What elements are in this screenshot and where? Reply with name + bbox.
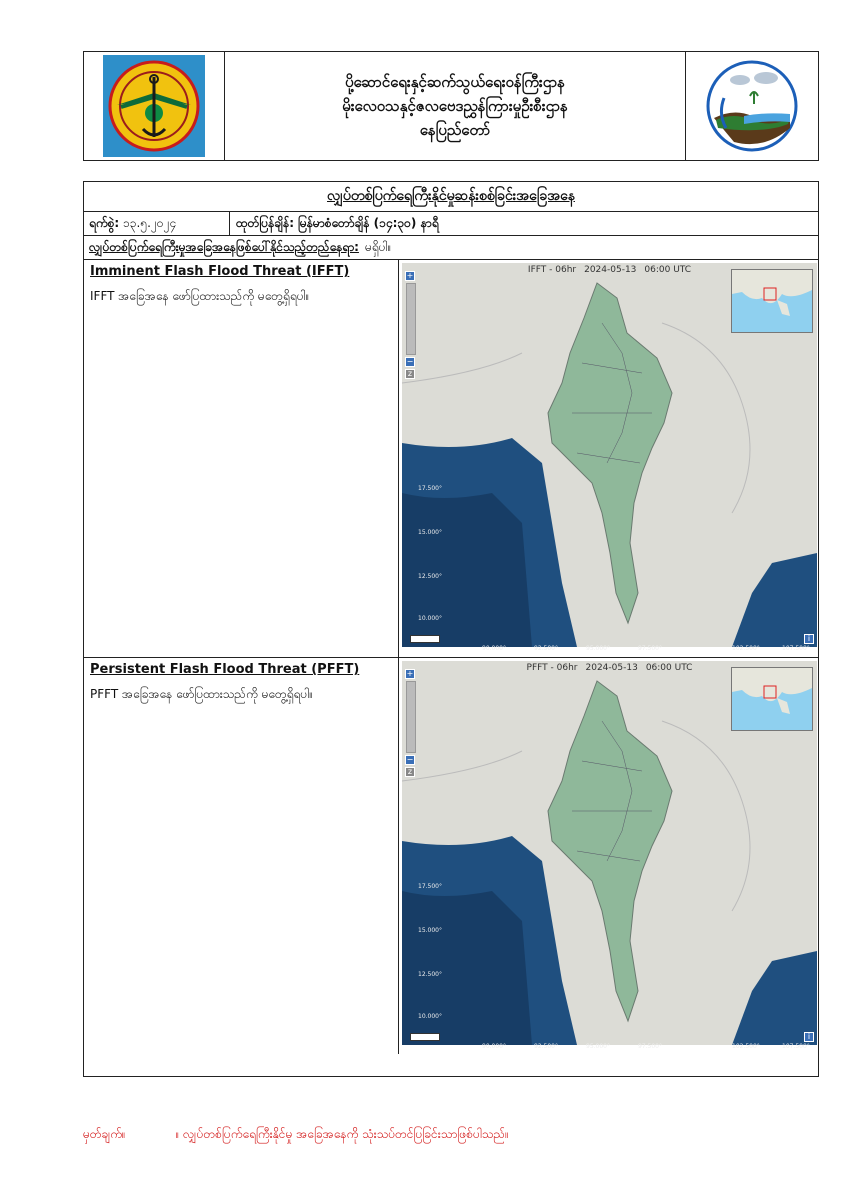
ifft-lat-tick: 10.000°: [418, 615, 442, 622]
city-name: နေပြည်တော်: [419, 121, 491, 139]
ifft-text-cell: [84, 260, 399, 657]
report-table: [83, 181, 819, 1077]
ifft-lon-tick: 92.500°: [534, 645, 558, 652]
ifft-lon-tick: 97.500°: [638, 645, 662, 652]
pfft-text-cell: [84, 658, 399, 1054]
pfft-zoom-in-button[interactable]: +: [406, 669, 414, 678]
ministry-name: ပို့ဆောင်ရေးနှင့်ဆက်သွယ်ရေးဝန်ကြီးဌာန: [345, 73, 565, 91]
issue-time-label: ထုတ်ပြန်ချိန်:: [236, 215, 295, 230]
pfft-lon-tick: 102.500°: [732, 1043, 760, 1050]
ifft-info-button[interactable]: i: [804, 634, 814, 644]
pfft-lon-tick: 92.500°: [534, 1043, 558, 1050]
report-meta-row: [84, 212, 818, 236]
pfft-map-time: 06:00 UTC: [645, 663, 693, 673]
issue-time-value: မြန်မာစံတော်ချိန် (၁၄:၃၀) နာရီ: [297, 215, 439, 230]
pfft-map-product: PFFT - 06hr: [526, 663, 578, 673]
ifft-lat-tick: 15.000°: [418, 529, 442, 536]
date-value: ၁၃.၅.၂၀၂၄: [123, 215, 177, 230]
pfft-lon-tick: 107.500°: [782, 1043, 810, 1050]
threat-area-row: [84, 236, 818, 260]
ifft-map-time: 06:00 UTC: [644, 265, 692, 275]
left-logo-cell: [84, 52, 225, 160]
pfft-lat-tick: 10.000°: [418, 1013, 442, 1020]
ifft-lon-tick: 95.000°: [586, 645, 610, 652]
ifft-lon-tick: 102.500°: [732, 645, 760, 652]
ifft-lon-tick: 107.500°: [782, 645, 810, 652]
pfft-lon-tick: 90.000°: [482, 1043, 506, 1050]
report-title: လျှပ်တစ်ပြက်ရေကြီးနိုင်မှုဆန်းစစ်ခြင်းအခြေအနေ: [84, 182, 818, 212]
ifft-description: IFFT အခြေအနေ ဖော်ပြထားသည်ကို မတွေ့ရှိရပါ။: [90, 289, 310, 303]
pfft-scale-bar: [410, 1033, 440, 1041]
ifft-map-date: 2024-05-13: [584, 265, 637, 275]
threat-area-label: လျှပ်တစ်ပြက်ရေကြီးမှုအခြေအနေဖြစ်ပေါ်နိုင်သည့်တည်နေရာ:: [89, 239, 359, 254]
pfft-map[interactable]: [402, 661, 817, 1050]
pfft-zoom-slider[interactable]: [406, 681, 416, 753]
hydro-meteorology-emblem-icon: [704, 58, 800, 154]
pfft-map-cell: [399, 658, 818, 1054]
ifft-lon-tick: 90.000°: [482, 645, 506, 652]
date-cell: [84, 212, 230, 235]
footer-label: မှတ်ချက်။: [83, 1127, 126, 1141]
threat-area-value: မရှိပါ။: [364, 239, 392, 254]
pfft-lat-tick: 17.500°: [418, 883, 442, 890]
ifft-map-cell: [399, 260, 818, 657]
pfft-lon-tick: 97.500°: [638, 1043, 662, 1050]
ifft-inset-graphic: [732, 270, 812, 332]
pfft-map-date: 2024-05-13: [585, 663, 638, 673]
ifft-lat-tick: 12.500°: [418, 573, 442, 580]
ifft-zoom-slider[interactable]: [406, 283, 416, 355]
ifft-zoom-extent-button[interactable]: z: [405, 369, 415, 379]
pfft-zoom-extent-button[interactable]: z: [405, 767, 415, 777]
ifft-map[interactable]: [402, 263, 817, 652]
ifft-heading: Imminent Flash Flood Threat (IFFT): [90, 264, 350, 279]
date-label: ရက်စွဲ:: [89, 215, 120, 230]
ifft-zoom-out-button[interactable]: −: [406, 357, 414, 366]
ifft-lat-tick: 17.500°: [418, 485, 442, 492]
pfft-heading: Persistent Flash Flood Threat (PFFT): [90, 662, 360, 677]
footer-note: [83, 1126, 509, 1144]
department-name: မိုးလေဝသနှင့်ဇလဗေဒညွှန်ကြားမှုဦးစီးဌာန: [342, 97, 568, 115]
ifft-map-product: IFFT - 06hr: [527, 265, 577, 275]
document-header: [83, 51, 819, 161]
ifft-scale-bar: [410, 635, 440, 643]
pfft-info-button[interactable]: i: [804, 1032, 814, 1042]
pfft-zoom-out-button[interactable]: −: [406, 755, 414, 764]
pfft-overview-inset[interactable]: [731, 667, 813, 731]
ifft-zoom-in-button[interactable]: +: [406, 271, 414, 280]
issue-time-cell: [230, 215, 818, 233]
right-logo-cell: [685, 52, 818, 160]
ministry-emblem-icon: [103, 55, 205, 157]
pfft-lat-tick: 12.500°: [418, 971, 442, 978]
pfft-section: [84, 658, 818, 1054]
pfft-inset-graphic: [732, 668, 812, 730]
ifft-section: [84, 260, 818, 658]
pfft-lat-tick: 15.000°: [418, 927, 442, 934]
header-title-block: [225, 52, 685, 160]
pfft-description: PFFT အခြေအနေ ဖော်ပြထားသည်ကို မတွေ့ရှိရပါ။: [90, 687, 313, 701]
ifft-overview-inset[interactable]: [731, 269, 813, 333]
footer-text: ။ လျှပ်တစ်ပြက်ရေကြီးနိုင်မှု အခြေအနေကို သုံးသပ်တင်ပြခြင်းသာဖြစ်ပါသည်။: [175, 1127, 509, 1141]
pfft-lon-tick: 95.000°: [586, 1043, 610, 1050]
